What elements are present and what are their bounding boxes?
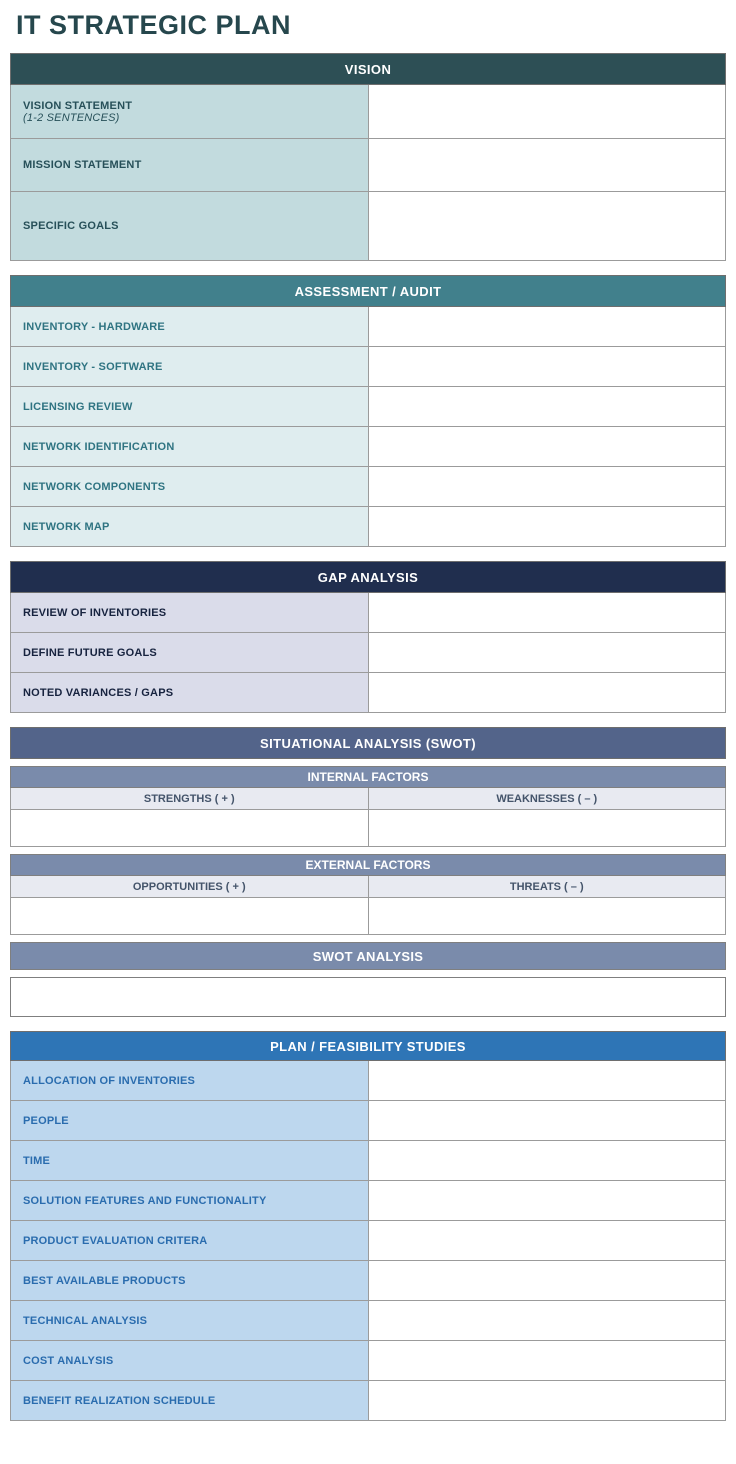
vision-section [10,53,726,261]
vision-statement-input-cell[interactable] [368,85,726,139]
network-map-input-cell[interactable] [368,507,726,547]
table-row [11,593,726,633]
table-row [11,85,726,139]
technical-analysis-input-cell[interactable] [368,1301,726,1341]
licensing-review-label: LICENSING REVIEW [11,387,369,427]
table-row [11,307,726,347]
table-row [11,1061,726,1101]
swot-analysis-block [10,942,726,1017]
table-row [11,427,726,467]
people-label: PEOPLE [11,1101,369,1141]
table-row [11,1101,726,1141]
table-row [11,1181,726,1221]
table-row [11,1141,726,1181]
vision-statement-label: VISION STATEMENT (1-2 SENTENCES) [11,85,369,139]
noted-variances-gaps-input-cell[interactable] [368,673,726,713]
allocation-of-inventories-input-cell[interactable] [368,1061,726,1101]
cost-analysis-input-cell[interactable] [368,1341,726,1381]
swot-analysis-input-box[interactable] [10,977,726,1017]
swot-analysis-header: SWOT ANALYSIS [10,942,726,970]
review-of-inventories-input-cell[interactable] [368,593,726,633]
cost-analysis-label: COST ANALYSIS [11,1341,369,1381]
product-evaluation-criteria-label: PRODUCT EVALUATION CRITERA [11,1221,369,1261]
mission-statement-label: MISSION STATEMENT [11,139,369,192]
solution-features-label: SOLUTION FEATURES AND FUNCTIONALITY [11,1181,369,1221]
define-future-goals-label: DEFINE FUTURE GOALS [11,633,369,673]
table-row [11,1381,726,1421]
vision-statement-sublabel: (1-2 SENTENCES) [23,111,120,124]
network-map-label: NETWORK MAP [11,507,369,547]
network-components-input-cell[interactable] [368,467,726,507]
review-of-inventories-label: REVIEW OF INVENTORIES [11,593,369,633]
allocation-of-inventories-label: ALLOCATION OF INVENTORIES [11,1061,369,1101]
table-row [11,1341,726,1381]
table-row [11,347,726,387]
table-row [11,633,726,673]
threats-column-header: THREATS ( – ) [368,876,726,898]
inventory-software-label: INVENTORY - SOFTWARE [11,347,369,387]
table-row [11,673,726,713]
internal-factors-table [10,766,726,847]
weaknesses-column-header: WEAKNESSES ( – ) [368,788,726,810]
page-title: IT STRATEGIC PLAN [16,10,291,40]
external-factors-table [10,854,726,935]
internal-factors-header: INTERNAL FACTORS [11,767,726,788]
weaknesses-input-cell[interactable] [368,810,726,847]
strengths-column-header: STRENGTHS ( + ) [11,788,369,810]
external-factors-header: EXTERNAL FACTORS [11,855,726,876]
best-available-products-label: BEST AVAILABLE PRODUCTS [11,1261,369,1301]
assessment-audit-section [10,275,726,547]
people-input-cell[interactable] [368,1101,726,1141]
table-row [11,387,726,427]
technical-analysis-label: TECHNICAL ANALYSIS [11,1301,369,1341]
gap-analysis-section [10,561,726,713]
threats-input-cell[interactable] [368,898,726,935]
product-evaluation-criteria-input-cell[interactable] [368,1221,726,1261]
network-components-label: NETWORK COMPONENTS [11,467,369,507]
vision-section-header: VISION [11,54,726,85]
time-label: TIME [11,1141,369,1181]
inventory-hardware-input-cell[interactable] [368,307,726,347]
table-row [11,467,726,507]
plan-section-header: PLAN / FEASIBILITY STUDIES [11,1032,726,1061]
best-available-products-input-cell[interactable] [368,1261,726,1301]
benefit-realization-schedule-label: BENEFIT REALIZATION SCHEDULE [11,1381,369,1421]
strengths-input-cell[interactable] [11,810,369,847]
mission-statement-input-cell[interactable] [368,139,726,192]
opportunities-input-cell[interactable] [11,898,369,935]
table-row [11,788,726,810]
situational-analysis-header: SITUATIONAL ANALYSIS (SWOT) [10,727,726,759]
time-input-cell[interactable] [368,1141,726,1181]
table-row [11,192,726,261]
licensing-review-input-cell[interactable] [368,387,726,427]
table-row [11,876,726,898]
inventory-hardware-label: INVENTORY - HARDWARE [11,307,369,347]
plan-feasibility-section [10,1031,726,1421]
assessment-section-header: ASSESSMENT / AUDIT [11,276,726,307]
inventory-software-input-cell[interactable] [368,347,726,387]
table-row [11,1261,726,1301]
benefit-realization-schedule-input-cell[interactable] [368,1381,726,1421]
specific-goals-label: SPECIFIC GOALS [11,192,369,261]
table-row [11,1301,726,1341]
table-row [11,810,726,847]
table-row [11,898,726,935]
network-identification-input-cell[interactable] [368,427,726,467]
solution-features-input-cell[interactable] [368,1181,726,1221]
gap-section-header: GAP ANALYSIS [11,562,726,593]
opportunities-column-header: OPPORTUNITIES ( + ) [11,876,369,898]
table-row [11,507,726,547]
define-future-goals-input-cell[interactable] [368,633,726,673]
specific-goals-input-cell[interactable] [368,192,726,261]
network-identification-label: NETWORK IDENTIFICATION [11,427,369,467]
table-row [11,1221,726,1261]
table-row [11,139,726,192]
noted-variances-gaps-label: NOTED VARIANCES / GAPS [11,673,369,713]
